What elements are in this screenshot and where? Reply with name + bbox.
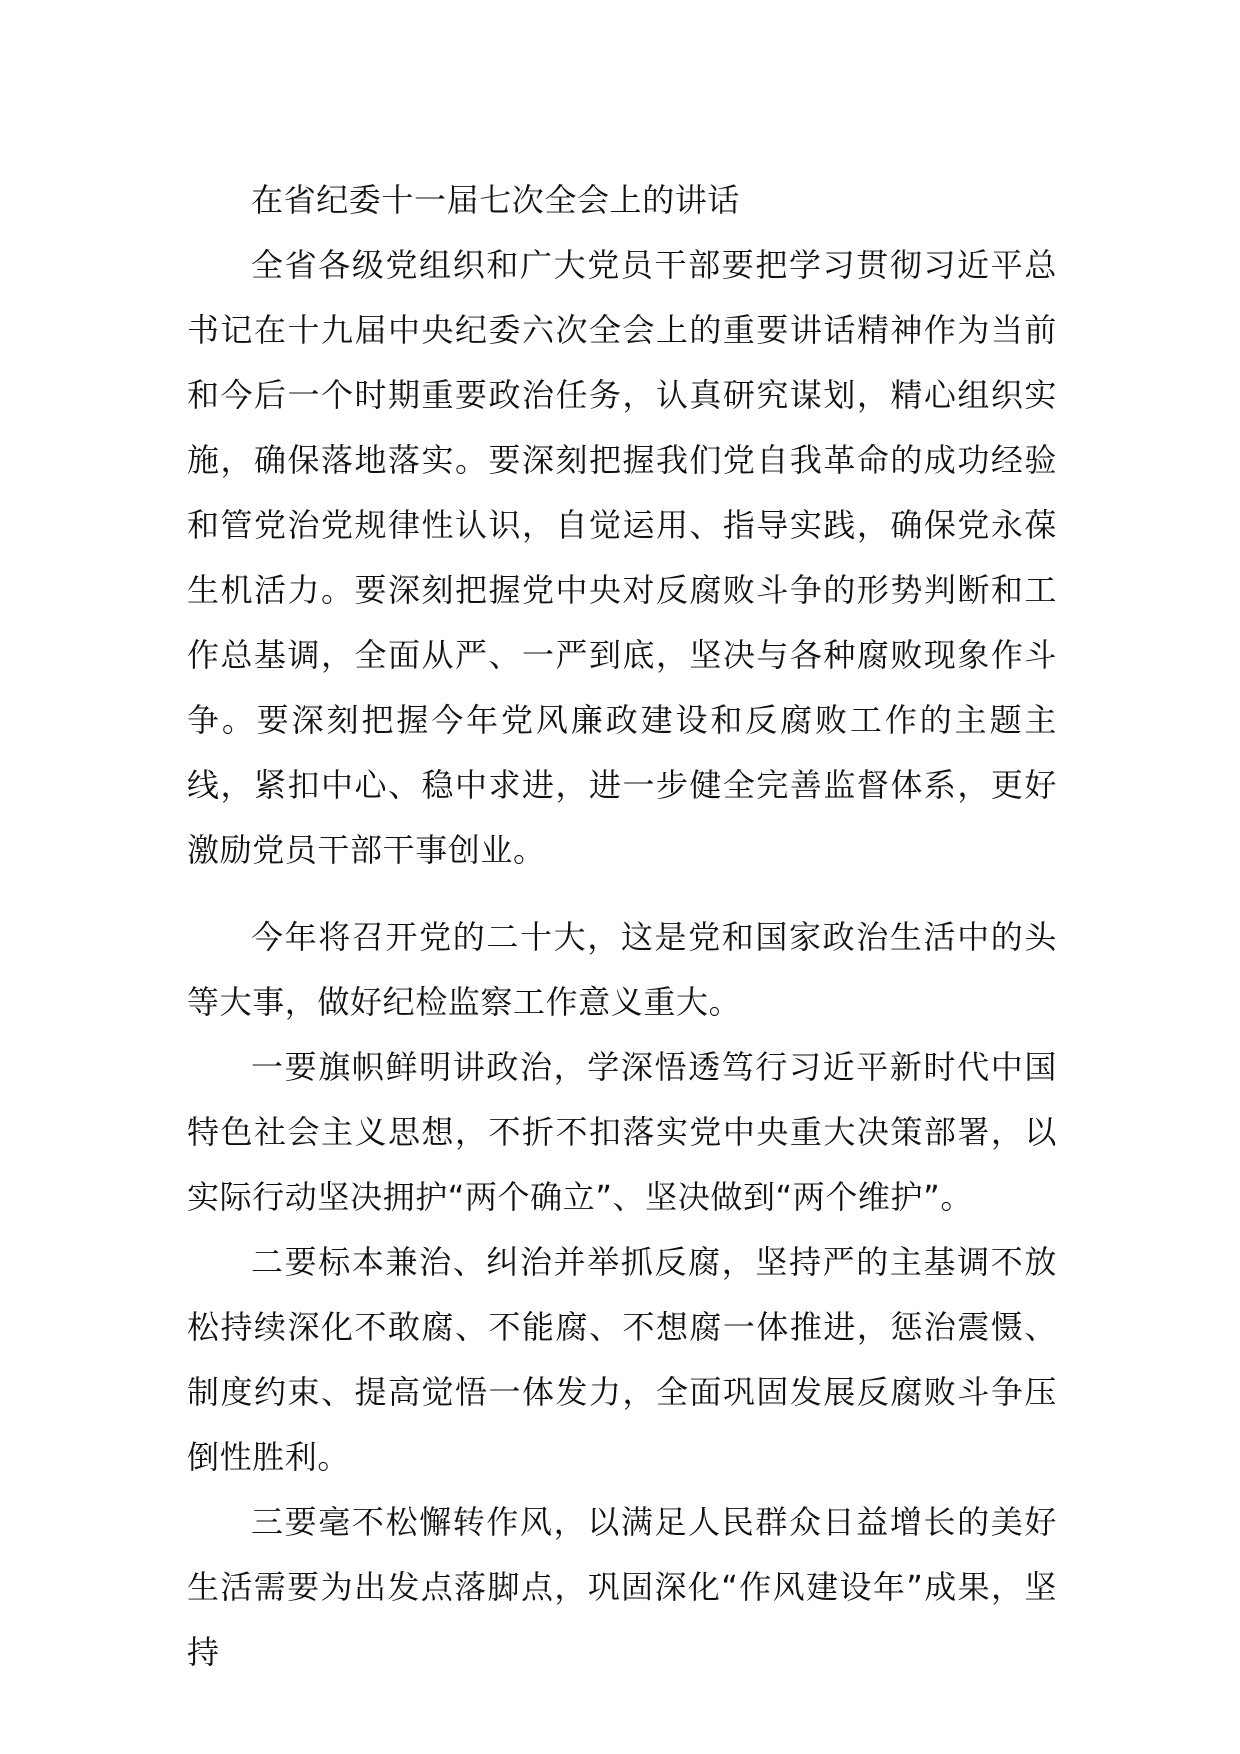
paragraph-1: 全省各级党组织和广大党员干部要把学习贯彻习近平总书记在十九届中央纪委六次全会上的重要讲话精神作为当前和今后一个时期重要政治任务，认真研究谋划，精心组织实施，确保落地落实。要深刻把握我们党自我革命的成功经验和管党治党规律性认识，自觉运用、指导实践，确保党永葆生机活力。要深刻把握党中央对反腐败斗争的形势判断和工作总基调，全面从严、一严到底，坚决与各种腐败现象作斗争。要深刻把握今年党风廉政建设和反腐败工作的主题主线，紧扣中心、稳中求进，进一步健全完善监督体系，更好激励党员干部干事创业。 — [187, 246, 1057, 869]
paragraph-5: 三要毫不松懈转作风，以满足人民群众日益增长的美好生活需要为出发点落脚点，巩固深化“作风建设年”成果，坚持 — [187, 1503, 1057, 1671]
paragraph-2: 今年将召开党的二十大，这是党和国家政治生活中的头等大事，做好纪检监察工作意义重大。 — [187, 918, 1057, 1021]
document-body — [187, 168, 1057, 1685]
paragraph-3: 一要旗帜鲜明讲政治，学深悟透笃行习近平新时代中国特色社会主义思想，不折不扣落实党中央重大决策部署，以实际行动坚决拥护“两个确立”、坚决做到“两个维护”。 — [187, 1048, 1057, 1216]
paragraph-4: 二要标本兼治、纠治并举抓反腐，坚持严的主基调不放松持续深化不敢腐、不能腐、不想腐一体推进，惩治震慑、制度约束、提高觉悟一体发力，全面巩固发展反腐败斗争压倒性胜利。 — [187, 1243, 1057, 1476]
document-title: 在省纪委十一届七次全会上的讲话 — [251, 181, 741, 219]
